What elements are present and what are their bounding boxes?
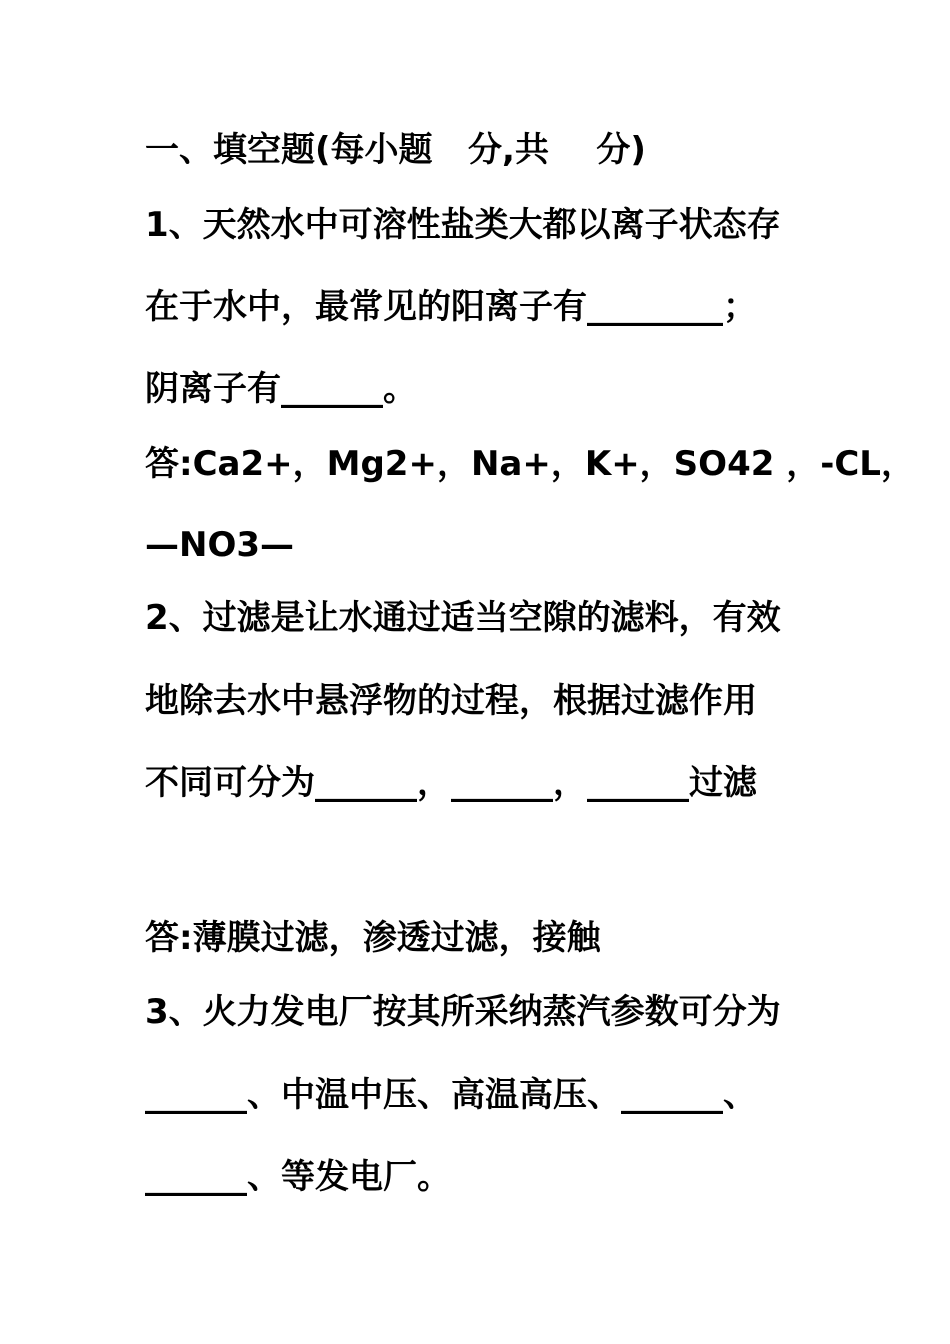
section-heading: 一、填空题(每小题 分,共 分) (145, 130, 646, 170)
answer-2-line-1: 答:薄膜过滤，渗透过滤，接触 (145, 918, 601, 958)
question-1-line-3: 阴离子有______。 (145, 369, 417, 409)
question-3-line-3: ______、等发电厂。 (145, 1157, 451, 1197)
answer-1-line-1: 答:Ca2+，Mg2+，Na+，K+，SO42 ，-CL， (145, 444, 915, 484)
question-3-line-1: 3、火力发电厂按其所采纳蒸汽参数可分为 (145, 992, 781, 1032)
answer-1-line-2: —NO3— (145, 525, 295, 565)
question-2-line-2: 地除去水中悬浮物的过程，根据过滤作用 (145, 681, 757, 721)
question-3-line-2: ______、中温中压、高温高压、______、 (145, 1075, 757, 1115)
question-1-line-1: 1、天然水中可溶性盐类大都以离子状态存 (145, 205, 781, 245)
question-2-line-1: 2、过滤是让水通过适当空隙的滤料，有效 (145, 598, 781, 638)
question-1-line-2: 在于水中，最常见的阳离子有________； (145, 287, 757, 327)
question-2-line-3: 不同可分为______，______，______过滤 (145, 763, 757, 803)
